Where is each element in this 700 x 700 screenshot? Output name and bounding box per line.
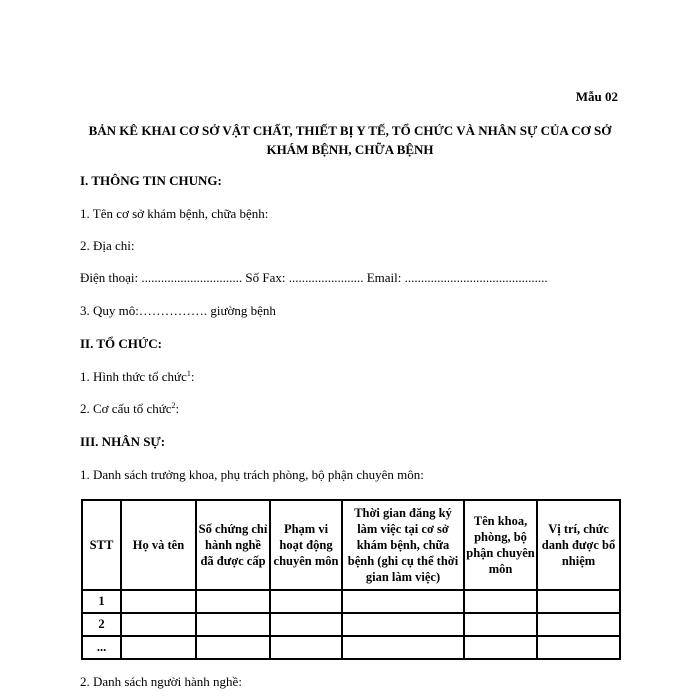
organization-form-label: 1. Hình thức tổ chức <box>80 369 187 384</box>
table-row <box>82 613 620 636</box>
practitioners-list-label: 2. Danh sách người hành nghề: <box>80 674 242 689</box>
form-code: Mẫu 02 <box>575 89 618 104</box>
header-working-time: Thời gian đăng ký làm việc tại cơ sở khám bệnh, chữa bệnh (ghi cụ thể thời gian làm việc) <box>342 500 464 590</box>
table-cell: ... <box>82 636 121 659</box>
table-cell <box>270 590 342 613</box>
table-cell <box>196 590 270 613</box>
table-cell <box>342 590 464 613</box>
section-heading-personnel: III. NHÂN SỰ: <box>80 434 166 449</box>
header-department: Tên khoa, phòng, bộ phận chuyên môn <box>464 500 537 590</box>
header-position: Vị trí, chức danh được bổ nhiệm <box>537 500 620 590</box>
section-heading-general-info: I. THÔNG TIN CHUNG: <box>80 173 222 188</box>
header-stt: STT <box>82 500 121 590</box>
staff-table <box>81 499 621 660</box>
table-cell <box>464 590 537 613</box>
table-cell <box>121 613 196 636</box>
footnote-marker-1: 1 <box>186 369 191 378</box>
table-cell <box>121 590 196 613</box>
section-heading-organization: II. TỔ CHỨC: <box>80 336 162 351</box>
scale-field: 3. Quy mô:……………. giường bệnh <box>80 303 276 318</box>
footnote-marker-2: 2 <box>171 401 176 410</box>
table-cell: 2 <box>82 613 121 636</box>
table-header-row <box>82 500 620 590</box>
table-cell <box>196 613 270 636</box>
header-full-name: Họ và tên <box>121 500 196 590</box>
facility-name-field: 1. Tên cơ sở khám bệnh, chữa bệnh: <box>80 206 269 221</box>
table-cell <box>270 613 342 636</box>
table-cell <box>537 636 620 659</box>
organization-structure-label: 2. Cơ cấu tổ chức <box>80 401 172 416</box>
address-field: 2. Địa chỉ: <box>80 238 135 253</box>
table-cell <box>537 590 620 613</box>
header-practice-scope: Phạm vi hoạt động chuyên môn <box>270 500 342 590</box>
contact-line: Điện thoại: ............................... Số Fax: ....................... Email: ............................................ <box>80 270 548 285</box>
table-cell <box>342 636 464 659</box>
organization-form-field: 1. Hình thức tổ chức$^1$: <box>80 369 195 384</box>
table-cell <box>342 613 464 636</box>
table-row <box>82 636 620 659</box>
table-cell <box>464 636 537 659</box>
table-cell <box>121 636 196 659</box>
table-cell <box>537 613 620 636</box>
table-cell <box>270 636 342 659</box>
table-cell <box>464 613 537 636</box>
header-certificate-number: Số chứng chỉ hành nghề đã được cấp <box>196 500 270 590</box>
document-title: BẢN KÊ KHAI CƠ SỞ VẬT CHẤT, THIẾT BỊ Y TẾ, TỔ CHỨC VÀ NHÂN SỰ CỦA CƠ SỞ KHÁM BỆNH, CHỮA BỆNH <box>88 123 612 157</box>
department-heads-list-label: 1. Danh sách trưởng khoa, phụ trách phòng, bộ phận chuyên môn: <box>80 467 424 482</box>
organization-structure-field: 2. Cơ cấu tổ chức$^2$: <box>80 401 180 416</box>
table-row <box>82 590 620 613</box>
table-cell: 1 <box>82 590 121 613</box>
table-cell <box>196 636 270 659</box>
